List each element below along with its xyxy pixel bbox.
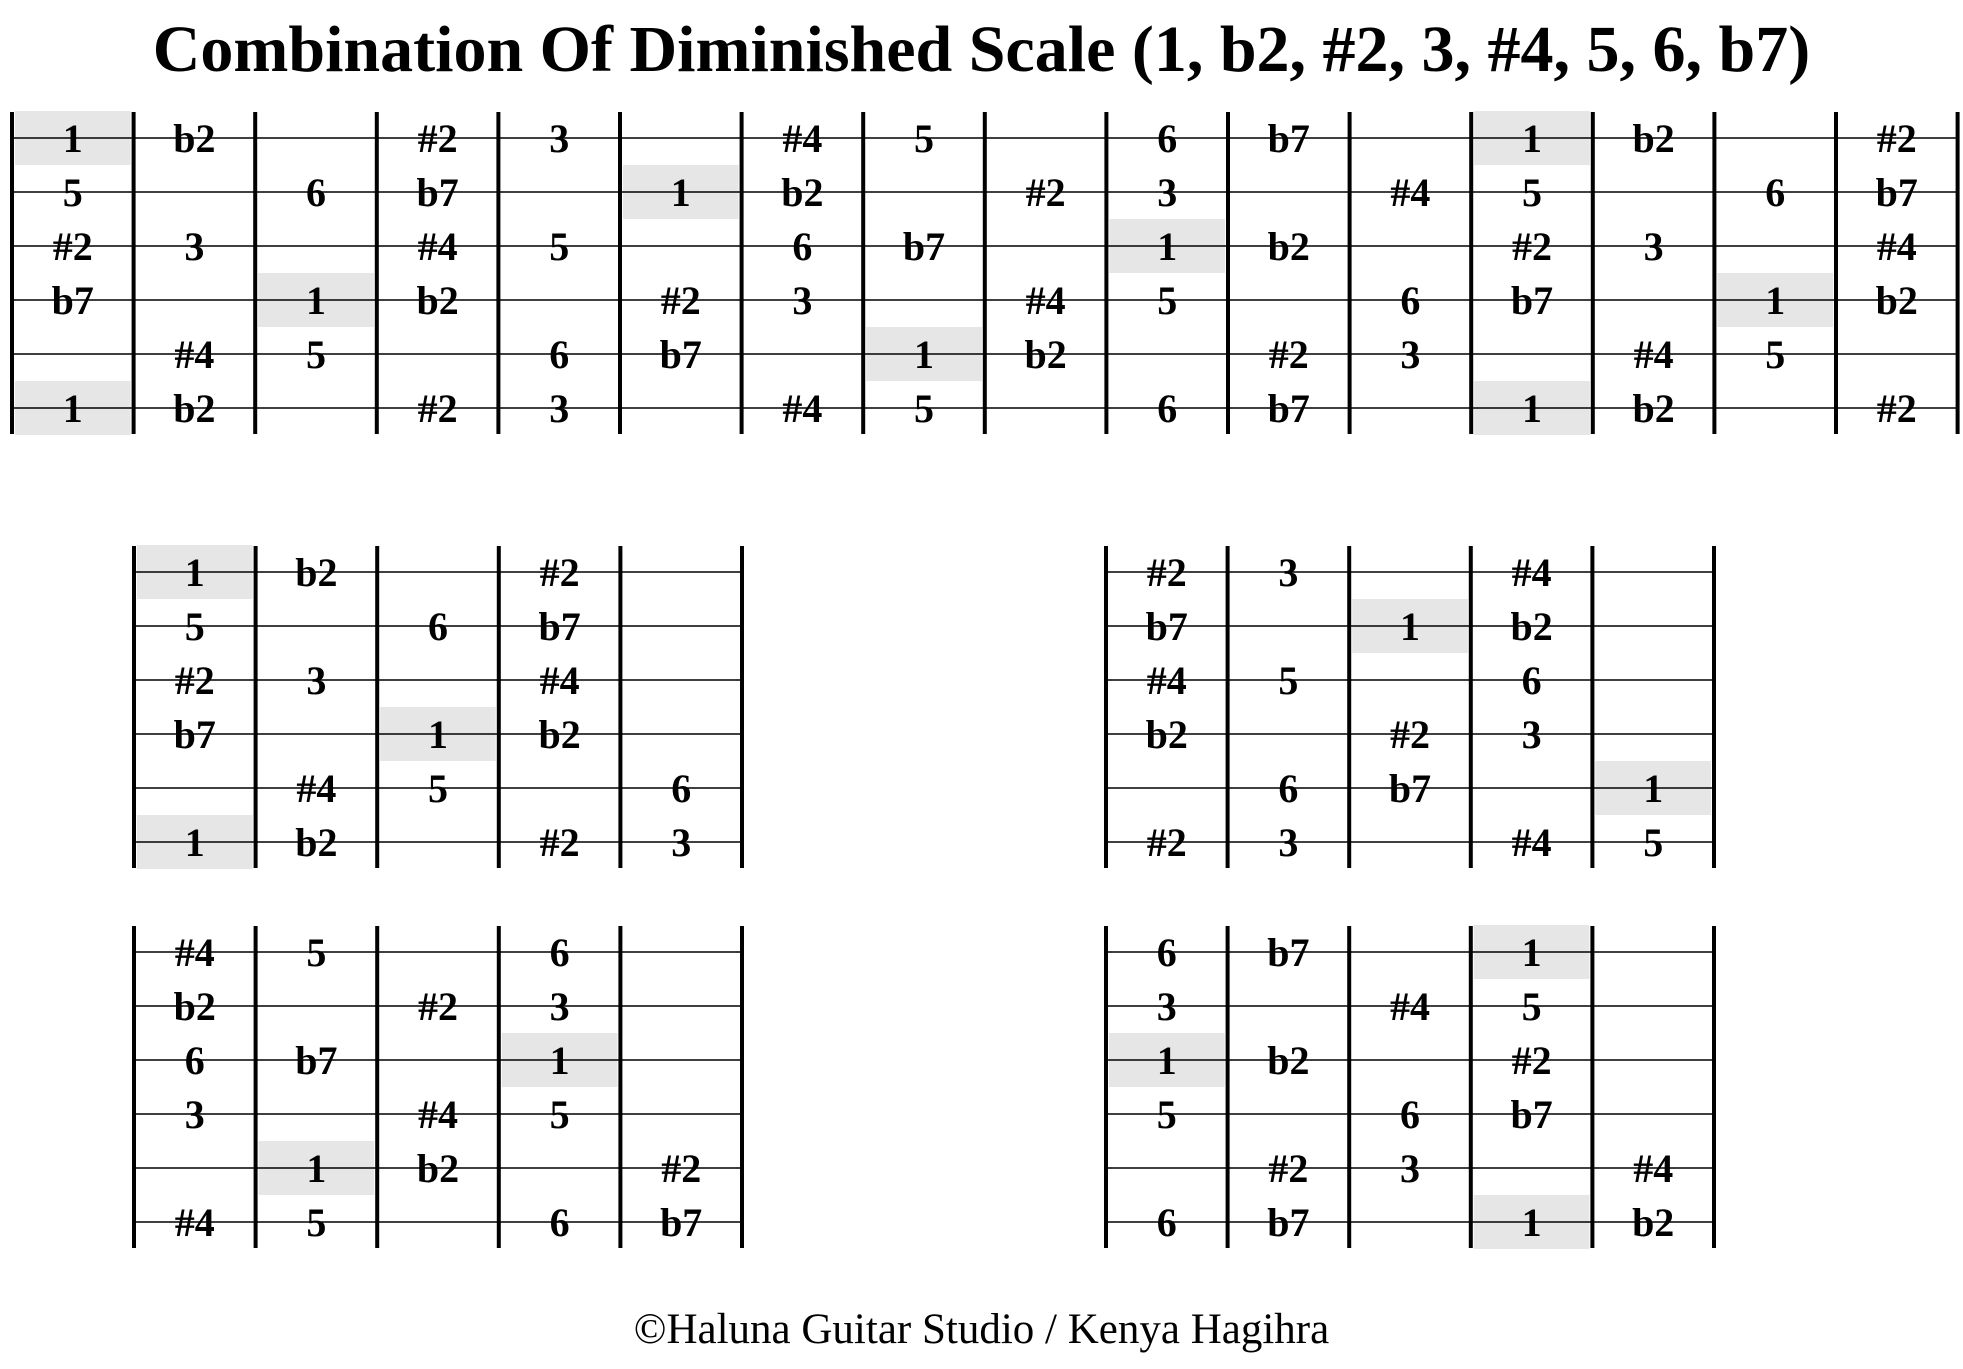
interval-label: #4 bbox=[1390, 170, 1431, 215]
interval-label: 1 bbox=[1643, 766, 1664, 811]
interval-label: 6 bbox=[549, 332, 570, 377]
interval-label: #4 bbox=[1633, 1146, 1674, 1191]
interval-label: 5 bbox=[914, 116, 934, 161]
interval-label: #2 bbox=[417, 116, 458, 161]
interval-label: 5 bbox=[549, 1092, 570, 1137]
interval-label: 3 bbox=[1400, 1146, 1420, 1191]
interval-label: b2 bbox=[1875, 278, 1918, 323]
interval-label: b2 bbox=[781, 170, 824, 215]
interval-label: 5 bbox=[549, 224, 570, 269]
interval-label: 1 bbox=[1522, 116, 1542, 161]
interval-label: #2 bbox=[1025, 170, 1066, 215]
interval-label: 1 bbox=[1522, 386, 1542, 431]
interval-label: b7 bbox=[1510, 278, 1554, 323]
position-3-fretboard-svg bbox=[134, 926, 748, 1248]
interval-label: 5 bbox=[1157, 278, 1178, 323]
interval-label: b2 bbox=[1024, 332, 1067, 377]
interval-label: 3 bbox=[306, 658, 327, 703]
interval-label: b2 bbox=[1267, 1038, 1310, 1083]
position-4-fretboard-diagram bbox=[1106, 926, 1720, 1248]
page-title: Combination Of Diminished Scale (1, b2, #2, 3, #4, 5, 6, b7) bbox=[152, 13, 1811, 86]
interval-label: 5 bbox=[306, 332, 326, 377]
interval-label: 6 bbox=[1157, 116, 1178, 161]
interval-label: 6 bbox=[1157, 386, 1178, 431]
interval-label: #4 bbox=[174, 1200, 215, 1245]
interval-label: #2 bbox=[661, 1146, 702, 1191]
interval-label: 6 bbox=[1765, 170, 1786, 215]
interval-label: #4 bbox=[174, 332, 215, 377]
interval-label: 1 bbox=[428, 712, 448, 757]
interval-label: #4 bbox=[1633, 332, 1674, 377]
interval-label: #2 bbox=[418, 984, 458, 1029]
interval-label: 6 bbox=[549, 1200, 570, 1245]
interval-label: 5 bbox=[1522, 170, 1542, 215]
interval-label: b7 bbox=[1267, 930, 1310, 975]
interval-label: 5 bbox=[428, 766, 448, 811]
interval-label: b2 bbox=[1632, 386, 1675, 431]
interval-label: #4 bbox=[1511, 820, 1552, 865]
interval-label: #2 bbox=[1876, 386, 1917, 431]
interval-label: 5 bbox=[914, 386, 934, 431]
interval-label: #2 bbox=[417, 386, 458, 431]
interval-label: b2 bbox=[295, 550, 338, 595]
interval-label: 6 bbox=[1400, 278, 1421, 323]
position-2-fretboard-svg bbox=[1106, 546, 1720, 868]
interval-label: b7 bbox=[1267, 1200, 1310, 1245]
interval-label: #4 bbox=[418, 1092, 458, 1137]
interval-label: 1 bbox=[1521, 1200, 1542, 1245]
full-neck-fretboard-svg bbox=[12, 112, 1963, 434]
full-neck-fretboard-diagram bbox=[12, 112, 1963, 434]
interval-label: 1 bbox=[1521, 930, 1542, 975]
interval-label: b7 bbox=[538, 604, 581, 649]
position-3-fretboard-diagram bbox=[134, 926, 748, 1248]
interval-label: b7 bbox=[416, 170, 459, 215]
interval-label: 3 bbox=[1278, 550, 1299, 595]
copyright-footer: ©Haluna Guitar Studio / Kenya Hagihra bbox=[633, 1306, 1330, 1353]
interval-label: 1 bbox=[1156, 1038, 1177, 1083]
interval-label: 6 bbox=[184, 1038, 205, 1083]
interval-label: 1 bbox=[670, 170, 691, 215]
interval-label: 3 bbox=[1157, 170, 1178, 215]
interval-label: 6 bbox=[671, 766, 692, 811]
interval-label: b7 bbox=[660, 1200, 703, 1245]
interval-label: 3 bbox=[549, 386, 570, 431]
interval-label: b2 bbox=[173, 116, 216, 161]
interval-label: #4 bbox=[174, 930, 215, 975]
interval-label: #4 bbox=[782, 116, 823, 161]
interval-label: 6 bbox=[1278, 766, 1299, 811]
interval-label: #2 bbox=[539, 820, 580, 865]
interval-label: #4 bbox=[1025, 278, 1066, 323]
interval-label: b7 bbox=[1267, 116, 1310, 161]
position-4-fretboard-svg bbox=[1106, 926, 1720, 1248]
interval-label: 6 bbox=[428, 604, 448, 649]
interval-label: 1 bbox=[184, 820, 205, 865]
interval-label: 1 bbox=[62, 386, 83, 431]
interval-label: 6 bbox=[1156, 1200, 1177, 1245]
interval-label: 1 bbox=[1400, 604, 1420, 649]
interval-label: 5 bbox=[1521, 984, 1542, 1029]
interval-label: #4 bbox=[296, 766, 337, 811]
interval-label: #4 bbox=[539, 658, 580, 703]
interval-label: b2 bbox=[295, 820, 338, 865]
interval-label: b2 bbox=[416, 278, 459, 323]
position-2-fretboard-diagram bbox=[1106, 546, 1720, 868]
interval-label: #2 bbox=[1146, 820, 1187, 865]
interval-label: #2 bbox=[1512, 224, 1552, 269]
interval-label: 1 bbox=[62, 116, 83, 161]
interval-label: #4 bbox=[1876, 224, 1917, 269]
interval-label: 5 bbox=[62, 170, 83, 215]
interval-label: 3 bbox=[549, 116, 570, 161]
interval-label: 5 bbox=[306, 930, 327, 975]
interval-label: b2 bbox=[173, 386, 216, 431]
interval-label: b2 bbox=[1632, 1200, 1675, 1245]
interval-label: 1 bbox=[549, 1038, 570, 1083]
interval-label: b7 bbox=[1510, 1092, 1553, 1137]
interval-label: b2 bbox=[1510, 604, 1553, 649]
interval-label: #4 bbox=[417, 224, 458, 269]
interval-label: 3 bbox=[671, 820, 692, 865]
interval-label: 3 bbox=[184, 1092, 205, 1137]
interval-label: b7 bbox=[659, 332, 702, 377]
interval-label: b2 bbox=[1632, 116, 1675, 161]
interval-label: b7 bbox=[173, 712, 216, 757]
interval-label: 6 bbox=[306, 170, 326, 215]
interval-label: #2 bbox=[174, 658, 215, 703]
interval-label: 5 bbox=[1765, 332, 1786, 377]
interval-label: 5 bbox=[306, 1200, 327, 1245]
interval-label: b2 bbox=[1145, 712, 1188, 757]
interval-label: #4 bbox=[1146, 658, 1187, 703]
interval-label: #2 bbox=[1390, 712, 1430, 757]
interval-label: #4 bbox=[1511, 550, 1552, 595]
interval-label: b7 bbox=[1388, 766, 1432, 811]
position-1-fretboard-diagram bbox=[134, 546, 748, 868]
interval-label: b7 bbox=[1267, 386, 1310, 431]
interval-label: 5 bbox=[1643, 820, 1664, 865]
interval-label: #4 bbox=[1390, 984, 1430, 1029]
interval-label: 5 bbox=[184, 604, 205, 649]
interval-label: 1 bbox=[1765, 278, 1786, 323]
interval-label: 6 bbox=[1521, 658, 1542, 703]
interval-label: #2 bbox=[1268, 1146, 1309, 1191]
interval-label: #2 bbox=[1511, 1038, 1552, 1083]
interval-label: 3 bbox=[1156, 984, 1177, 1029]
interval-label: 1 bbox=[184, 550, 205, 595]
interval-label: b2 bbox=[1267, 224, 1310, 269]
interval-label: 5 bbox=[1278, 658, 1299, 703]
interval-label: 3 bbox=[549, 984, 570, 1029]
interval-label: #2 bbox=[539, 550, 580, 595]
interval-label: 6 bbox=[1400, 1092, 1420, 1137]
interval-label: 3 bbox=[1643, 224, 1664, 269]
interval-label: #2 bbox=[660, 278, 701, 323]
interval-label: b2 bbox=[173, 984, 216, 1029]
interval-label: b7 bbox=[902, 224, 946, 269]
interval-label: b7 bbox=[295, 1038, 338, 1083]
interval-label: b2 bbox=[416, 1146, 460, 1191]
interval-label: b7 bbox=[1875, 170, 1918, 215]
interval-label: 1 bbox=[914, 332, 934, 377]
interval-label: #4 bbox=[782, 386, 823, 431]
interval-label: b7 bbox=[51, 278, 94, 323]
interval-label: 3 bbox=[792, 278, 813, 323]
interval-label: 1 bbox=[306, 1146, 327, 1191]
interval-label: #2 bbox=[52, 224, 93, 269]
interval-label: 6 bbox=[549, 930, 570, 975]
interval-label: #2 bbox=[1876, 116, 1917, 161]
interval-label: 3 bbox=[1278, 820, 1299, 865]
position-1-fretboard-svg bbox=[134, 546, 748, 868]
interval-label: 1 bbox=[306, 278, 326, 323]
interval-label: 5 bbox=[1156, 1092, 1177, 1137]
interval-label: 3 bbox=[1400, 332, 1421, 377]
interval-label: 1 bbox=[1157, 224, 1178, 269]
interval-label: #2 bbox=[1268, 332, 1309, 377]
interval-label: b7 bbox=[1145, 604, 1188, 649]
interval-label: 3 bbox=[184, 224, 205, 269]
interval-label: 6 bbox=[792, 224, 813, 269]
interval-label: 3 bbox=[1521, 712, 1542, 757]
interval-label: 6 bbox=[1156, 930, 1177, 975]
interval-label: b2 bbox=[538, 712, 581, 757]
interval-label: #2 bbox=[1146, 550, 1187, 595]
